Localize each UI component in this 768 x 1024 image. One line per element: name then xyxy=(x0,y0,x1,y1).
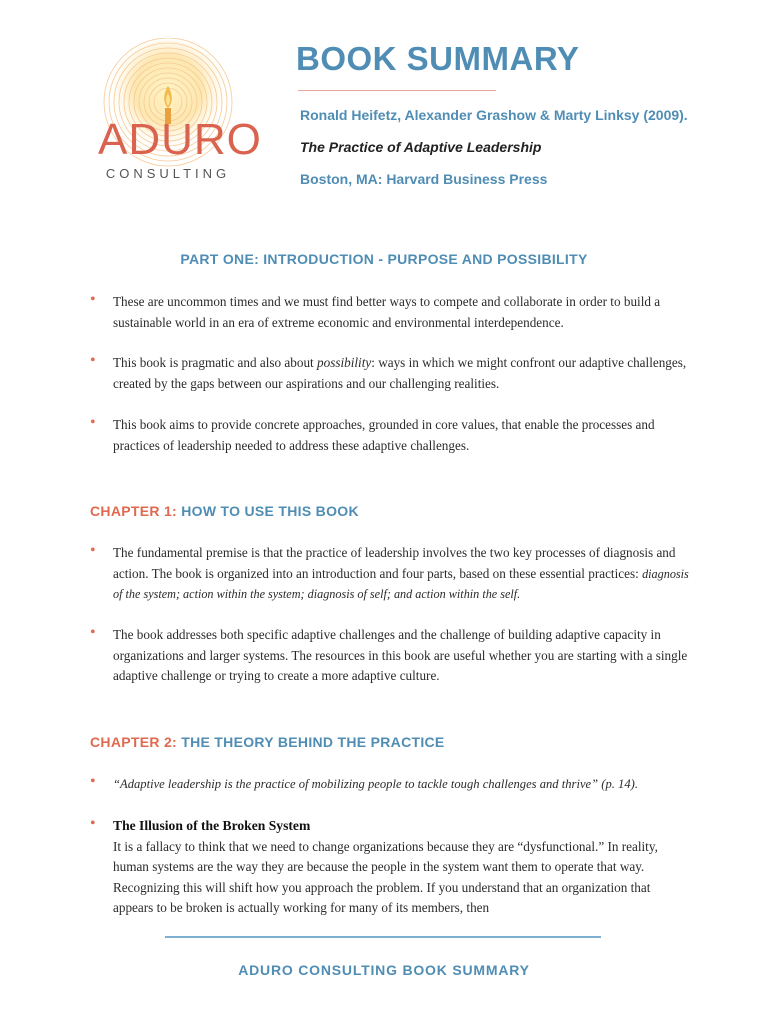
part-one-bullets xyxy=(90,292,690,333)
chapter-1-heading: CHAPTER 1: HOW TO USE THIS BOOK xyxy=(90,503,359,519)
chapter-1-bullets-2 xyxy=(90,625,690,687)
list-item: • The book addresses both specific adaptive challenges and the challenge of building adaptive capacity in organizations and larger systems. The resources in this book are useful whether you are starting with a single adaptive challenge or trying to create a more adaptive culture. xyxy=(90,624,688,683)
bullet-icon: • xyxy=(90,414,96,431)
footer-rule xyxy=(165,936,601,938)
list-item: • These are uncommon times and we must find better ways to compete and collaborate in order to build a sustainable world in an era of extreme economic and environmental interdependence. xyxy=(90,291,661,330)
list-item: • The fundamental premise is that the practice of leadership involves the two key processes of diagnosis and action. The book is organized into an introduction and four parts, based on these essential practices: diagnosis of the system; action within the system; diagnosis of self; and action within the self. xyxy=(90,542,689,601)
chapter-2-bullets xyxy=(90,774,690,795)
list-item: • This book aims to provide concrete approaches, grounded in core values, that enable the processes and practices of leadership needed to address these adaptive challenges. xyxy=(90,414,655,453)
logo-subtitle: CONSULTING xyxy=(105,166,231,181)
subsection-heading: The Illusion of the Broken System xyxy=(113,818,311,833)
citation-book-title: The Practice of Adaptive Leadership xyxy=(300,139,542,155)
citation-publisher: Boston, MA: Harvard Business Press xyxy=(300,171,548,187)
part-one-bullets-2 xyxy=(90,353,690,394)
title-underline xyxy=(298,90,496,91)
list-item: • “Adaptive leadership is the practice of mobilizing people to tackle tough challenges and thrive” (p. 14). xyxy=(90,773,638,791)
aduro-logo xyxy=(88,38,262,198)
part-one-bullets-3 xyxy=(90,415,690,456)
footer-text: ADURO CONSULTING BOOK SUMMARY xyxy=(238,962,530,978)
chapter-2-heading: CHAPTER 2: THE THEORY BEHIND THE PRACTICE xyxy=(90,734,445,750)
bullet-icon: • xyxy=(90,542,96,559)
citation-authors: Ronald Heifetz, Alexander Grashow & Marty Linksy (2009). xyxy=(300,107,688,123)
logo-wordmark: ADURO xyxy=(98,115,262,164)
bullet-icon: • xyxy=(90,352,96,369)
bullet-icon: • xyxy=(90,815,96,832)
chapter-2-bullets-2 xyxy=(90,816,690,919)
bullet-icon: • xyxy=(90,624,96,641)
page-title: BOOK SUMMARY xyxy=(296,40,580,77)
part-one-heading: PART ONE: INTRODUCTION - PURPOSE AND POSSIBILITY xyxy=(180,251,588,267)
chapter-1-bullets xyxy=(90,543,690,605)
list-item: • The Illusion of the Broken System It is a fallacy to think that we need to change organizations because they are “dysfunctional.” In reality, human systems are the way they are because the people in the system want them to operate that way. Recognizing this will shift how you approach the problem. If you understand that an organization that appears to be broken is actually working for many of its members, then xyxy=(90,815,658,915)
bullet-icon: • xyxy=(90,291,96,308)
bullet-icon: • xyxy=(90,773,96,790)
list-item: • This book is pragmatic and also about possibility: ways in which we might confront our adaptive challenges, created by the gaps between our aspirations and our challenging realities. xyxy=(90,352,687,391)
